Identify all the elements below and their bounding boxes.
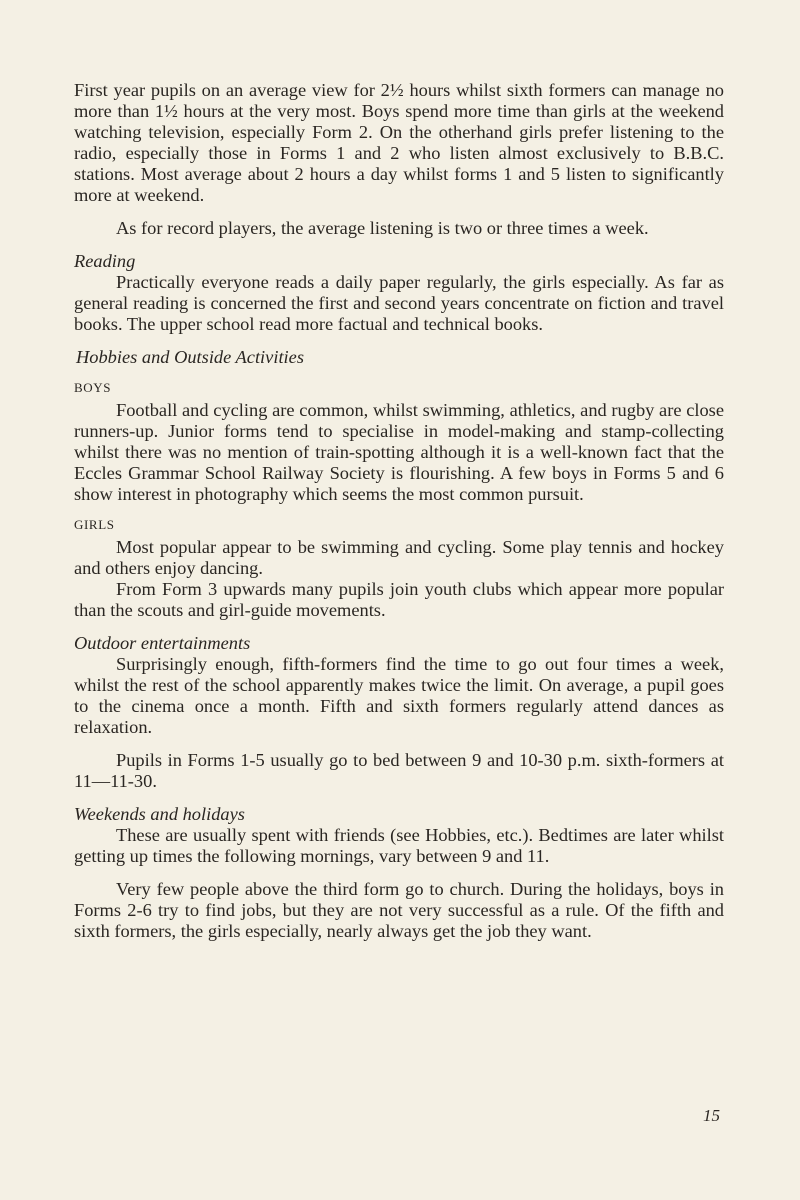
subheading-girls: GIRLS: [74, 517, 115, 532]
subheading-boys: BOYS: [74, 380, 112, 395]
paragraph-record-players: As for record players, the average listening is two or three times a week.: [116, 218, 649, 238]
paragraph-boys: Football and cycling are common, whilst swimming, athletics, and rugby are close runners-up. Junior forms tend to specialise in model-making and stamp-collecting whilst there was no mention of train-spotting although it is a well-known fact that the Eccles Grammar School Railway Society is flourishing. A few boys in Forms 5 and 6 show interest in photography which seems the most common pursuit.: [74, 400, 724, 504]
paragraph-girls-clubs: From Form 3 upwards many pupils join youth clubs which appear more popular than the scouts and girl-guide movements.: [74, 579, 724, 620]
heading-outdoor: Outdoor entertainments: [74, 633, 251, 653]
body-text: [74, 80, 724, 942]
paragraph-tv-viewing: First year pupils on an average view for 2½ hours whilst sixth formers can manage no more than 1½ hours at the very most. Boys spend more time than girls at the weekend watching television, especially Form 2. On the otherhand girls prefer listening to the radio, especially those in Forms 1 and 2 who listen almost exclusively to B.B.C. stations. Most average about 2 hours a day whilst forms 1 and 5 listen to significantly more at weekend.: [74, 80, 724, 205]
paragraph-weekends: These are usually spent with friends (see Hobbies, etc.). Bedtimes are later whilst getting up times the following mornings, vary between 9 and 11.: [74, 825, 724, 866]
paragraph-outdoor: Surprisingly enough, fifth-formers find the time to go out four times a week, whilst the rest of the school apparently makes twice the limit. On average, a pupil goes to the cinema once a month. Fifth and sixth formers regularly attend dances as relaxation.: [74, 654, 724, 737]
paragraph-bedtimes: Pupils in Forms 1-5 usually go to bed between 9 and 10-30 p.m. sixth-formers at 11—11-30.: [74, 750, 724, 791]
page-number: 15: [703, 1106, 720, 1125]
heading-reading: Reading: [74, 251, 136, 271]
paragraph-holidays: Very few people above the third form go to church. During the holidays, boys in Forms 2-6 try to find jobs, but they are not very successful as a rule. Of the fifth and sixth formers, the girls especially, nearly always get the job they want.: [74, 879, 724, 941]
heading-weekends: Weekends and holidays: [74, 804, 245, 824]
heading-hobbies: Hobbies and Outside Activities: [76, 347, 304, 367]
paragraph-reading: Practically everyone reads a daily paper regularly, the girls especially. As far as general reading is concerned the first and second years concentrate on fiction and travel books. The upper school read more factual and technical books.: [74, 272, 724, 334]
paragraph-girls-sports: Most popular appear to be swimming and cycling. Some play tennis and hockey and others enjoy dancing.: [74, 537, 724, 578]
